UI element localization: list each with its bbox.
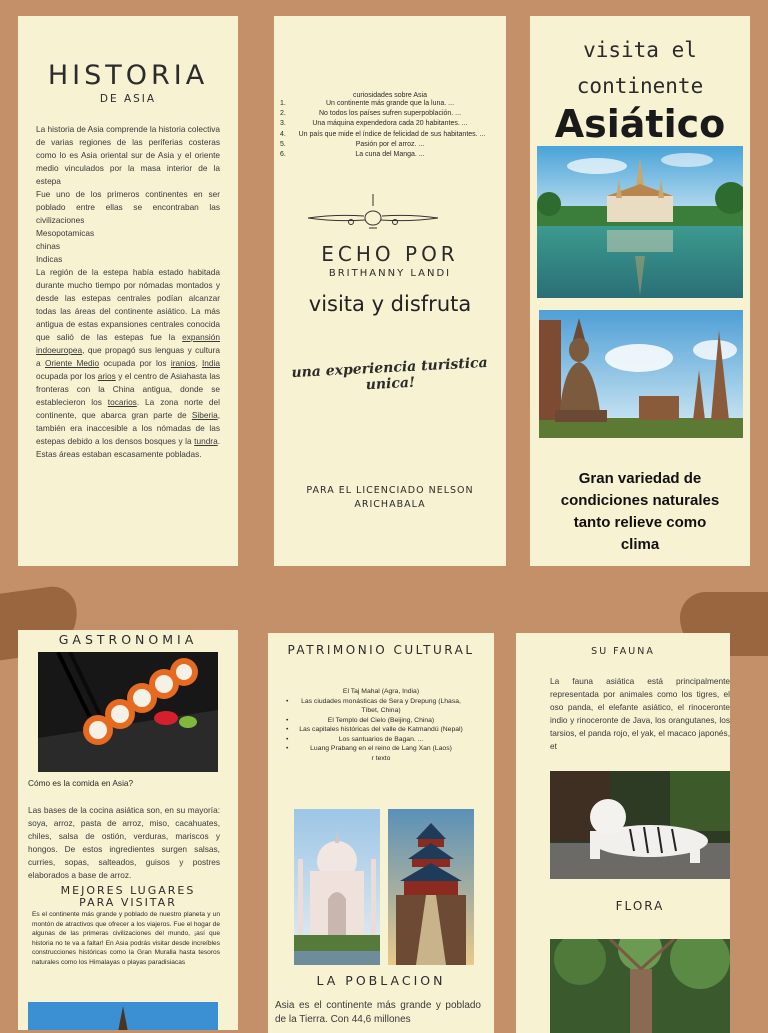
temple-of-heaven-photo (388, 809, 474, 965)
echo-por-title: ECHO POR (321, 242, 459, 266)
text-run: , que propagó sus lenguas y cultura a (36, 345, 220, 368)
link-tundra[interactable]: tundra (194, 436, 218, 446)
list-item (272, 687, 490, 697)
temple-lake-photo (537, 146, 743, 298)
historia-paragraph-1: La historia de Asia comprende la historia colectiva de varias regiones de las periferias costeras como lo es Asia oriental sur de Asia y el oriente medio vinculados por la masa interior de la estepa (36, 124, 221, 186)
list-item (272, 735, 490, 745)
historia-title: HISTORIA (47, 60, 209, 91)
panel-gastronomia (18, 630, 238, 1030)
text-run: La región de la estepa había estado habitada durante mucho tiempo por nómadas montados y desde las estepas centrales podían alcanzar todas las áreas del continente asiático. La más antigua de estas expansiones centrales conocida que salió de las estepas fue la (36, 267, 220, 342)
historia-subtitle: DE ASIA (99, 93, 157, 105)
patrimonio-title: PATRIMONIO CULTURAL (287, 643, 475, 657)
text-run: ocupada por los (36, 371, 98, 381)
list-item (280, 109, 500, 119)
bullet-icon: • (286, 726, 289, 733)
taj-mahal-photo (294, 809, 380, 965)
patrimonio-extra: r texto (371, 754, 391, 762)
portada-caption: Gran variedad de condiciones naturales tanto relieve como clima (560, 470, 720, 553)
fauna-body: La fauna asiática está principalmente representada por animales como los tigres, el oso panda, el elefante asiático, el rinoceronte indio y rinoceronte de Java, los orangutanes, los tarsios, el panda rojo, el yak, el macaco japonés, et (550, 676, 730, 751)
civilization-item: Mesopotamicas (36, 228, 95, 238)
list-number: 6. (280, 151, 286, 159)
visita-disfruta-heading: visita y disfruta (308, 292, 472, 316)
link-oriente-medio[interactable]: Oriente Medio (44, 358, 100, 368)
historia-paragraph-3 (36, 266, 220, 461)
link-siberia[interactable]: Siberia (191, 410, 218, 420)
panel-curiosidades (274, 16, 506, 566)
list-number: 5. (280, 140, 286, 148)
list-text: Las capitales históricas del valle de Katmandú (Nepal) (299, 726, 463, 733)
list-item (280, 99, 500, 109)
link-arios[interactable]: arios (97, 371, 116, 381)
airplane-icon (306, 192, 440, 236)
list-number: 4. (280, 130, 286, 138)
link-iranios[interactable]: iranios (170, 358, 196, 368)
mejores-lugares-title: MEJORES LUGARES PARA VISITAR (60, 884, 196, 909)
link-tocarios[interactable]: tocarios (107, 397, 137, 407)
flora-title: FLORA (615, 899, 665, 913)
historia-paragraph-2: Fue uno de los primeros continentes en ser poblado entre ellas se encontraban las civilizaciones (36, 189, 220, 225)
list-item (280, 140, 500, 150)
poblacion-body: Asia es el continente más grande y poblado de la Tierra. Con 44,6 millones (275, 1000, 481, 1025)
text-run: , (195, 358, 202, 368)
tree-photo (550, 939, 730, 1033)
portada-line-1: visita el (583, 38, 697, 62)
gastronomia-body: Las bases de la cocina asiática son, en su mayoría: soya, arroz, pasta de arroz, miso, cacahuates, chiles, salsa de ostión, verduras, mariscos y hongos. De estos ingredientes surgen salsas, curries, sopas, salteados, guisos y postres elaborados a base de arroz. (28, 805, 220, 880)
text-run: . La zona norte del continente, que abarca gran parte de (36, 397, 220, 420)
text-run: . Estas áreas estaban escasamente pobladas. (36, 436, 220, 459)
text-run: ocupada por los (99, 358, 171, 368)
buddha-statue-photo (539, 310, 743, 438)
list-item (272, 716, 490, 726)
panel-patrimonio (268, 633, 494, 1033)
link-india[interactable]: India (202, 358, 220, 368)
list-text: Un país que mide el índice de felicidad de sus habitantes. ... (298, 130, 486, 138)
list-item (280, 150, 500, 160)
list-item (272, 744, 490, 754)
link-expansion-indoeuropea[interactable]: expansión indoeuropea (36, 332, 220, 355)
list-text: Las ciudades monásticas de Sera y Drepung (Lhasa, Tíbet, China) (301, 697, 461, 714)
poblacion-title: LA POBLACION (316, 973, 446, 988)
gastronomia-title: GASTRONOMIA (58, 632, 198, 647)
portada-line-2: continente (576, 74, 704, 98)
list-number: 3. (280, 120, 286, 128)
text-run: y el centro de Asiahasta las fronteras con la China antigua, donde se establecieron los (36, 371, 220, 407)
list-text: No todos los países sufren superpoblación. ... (318, 110, 462, 118)
sushi-photo (38, 652, 218, 772)
list-item (272, 697, 490, 716)
experiencia-tagline: una experiencia turistica unica! (291, 354, 489, 394)
list-number: 1. (280, 100, 286, 107)
mejores-lugares-body: Es el continente más grande y poblado de nuestro planeta y un montón de atractivos que ofrecer a los viajeros. Fue el hogar de algunas de las primeras civilizaciones del mundo, ¡así que historia no te va a faltar! En Asia podrás visitar desde increíbles construcciones históricas como la Gran Muralla hasta tesoros naturales como los Himalayas o playas paradisiacas (32, 911, 220, 966)
list-number: 2. (280, 110, 286, 118)
list-text: Un continente más grande que la luna. ... (325, 100, 455, 107)
list-text: La cuna del Manga. ... (355, 151, 425, 159)
list-text: Luang Prabang en el reino de Lang Xan (Laos) (310, 745, 452, 752)
panel-fauna (516, 633, 730, 1033)
bullet-icon: • (286, 697, 289, 705)
civilization-item: Indicas (36, 254, 63, 264)
bullet-icon: • (286, 735, 289, 743)
bullet-icon: • (286, 716, 289, 724)
white-tiger-photo (550, 771, 730, 879)
list-text: Los santuarios de Bagan. ... (338, 735, 424, 743)
curiosidades-list (274, 99, 506, 160)
fauna-title: SU FAUNA (591, 646, 655, 657)
list-item (280, 130, 500, 140)
panel-portada (530, 16, 750, 566)
bullet-icon: • (286, 745, 289, 752)
list-text: Pasión por el arroz. ... (355, 140, 425, 148)
curiosidades-title: curiosidades sobre Asia (353, 92, 427, 99)
list-item (272, 725, 490, 735)
licenciado-dedication: PARA EL LICENCIADO NELSON ARICHABALA (306, 485, 474, 510)
panel-historia (18, 16, 238, 566)
author-name: BRITHANNY LANDI (328, 268, 452, 279)
gastronomia-question: Cómo es la comida en Asia? (28, 778, 134, 788)
text-run: , también era inaccesible a los nómadas de las estepas debido a los densos bosques y la (36, 410, 220, 446)
list-text: Una máquina expendedora cada 20 habitantes. ... (312, 120, 468, 128)
list-text: El Templo del Cielo (Beijing, China) (327, 716, 435, 724)
civilization-item: chinas (36, 241, 60, 251)
landscape-photo (28, 1002, 218, 1030)
portada-title-asiatico: Asiático (554, 102, 726, 146)
list-item (280, 119, 500, 129)
patrimonio-list (272, 687, 490, 763)
list-text: El Taj Mahal (Agra, India) (342, 688, 420, 695)
